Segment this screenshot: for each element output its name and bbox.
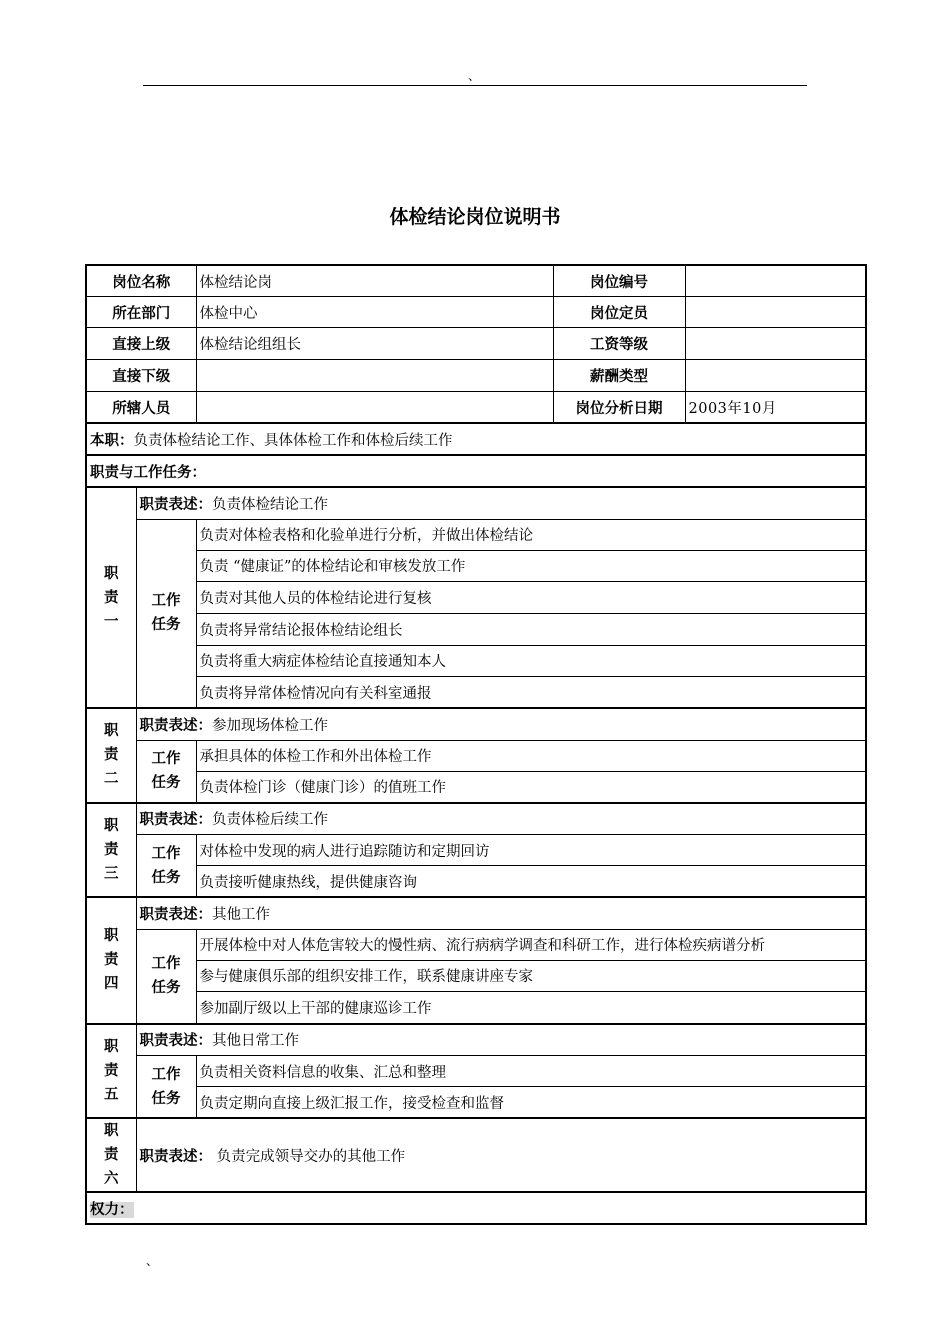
section-label-char: 一 [104,613,119,630]
work-task-label-line: 任务 [151,617,181,634]
info-row [86,265,866,297]
section-label [86,803,136,898]
wage-grade-label: 工资等级 [553,328,685,360]
task-item: 负责将异常体检情况向有关科室通报 [196,677,866,709]
section-desc-row [86,897,866,929]
work-task-label-line: 任务 [151,869,181,886]
section-desc-row [86,1024,866,1056]
section-label-char: 职 [104,565,119,582]
section-label-char: 责 [104,1062,119,1079]
section-label [86,708,136,803]
pay-type-value [685,360,866,392]
work-task-label-line: 工作 [151,845,181,862]
task-row [86,835,866,866]
tasks-heading-row [86,455,866,487]
section-label [86,487,136,708]
desc-text: 其他日常工作 [212,1033,299,1050]
power-row [86,1192,866,1224]
footer-mark: 、 [146,1254,159,1268]
section-label [86,1118,136,1192]
header-mark: 、 [468,69,481,83]
info-row [86,297,866,328]
task-item: 负责定期向直接上级汇报工作，接受检查和监督 [196,1087,866,1119]
info-row [86,360,866,392]
headcount-label: 岗位定员 [553,297,685,328]
desc-text: 负责体检结论工作 [212,496,328,513]
section-label-char: 责 [104,589,119,606]
section-desc-row [86,487,866,519]
info-row [86,392,866,424]
work-task-label-line: 任务 [151,1090,181,1107]
task-item: 对体检中发现的病人进行追踪随访和定期回访 [196,835,866,866]
work-task-label-line: 工作 [151,751,181,767]
desc-text: 负责体检后续工作 [212,812,328,829]
desc-label: 职责表述： [139,496,212,513]
section-label-char: 五 [104,1086,119,1103]
duty-cell [86,423,866,455]
work-task-label [136,740,196,803]
work-task-label-line: 工作 [151,593,181,610]
task-item: 负责体检门诊（健康门诊）的值班工作 [196,771,866,803]
analysis-date-label: 岗位分析日期 [553,392,685,424]
position-name-value: 体检结论岗 [196,265,553,297]
task-row [86,582,866,614]
desc-label: 职责表述： [139,812,212,829]
analysis-date-value: 2003年10月 [685,392,866,424]
header-rule [143,85,807,86]
task-row [86,519,866,550]
task-row [86,550,866,582]
section-label-char: 四 [104,976,119,993]
desc-label: 职责表述： [139,717,212,734]
task-row [86,771,866,803]
work-task-label-line: 工作 [151,956,181,972]
desc-text: 参加现场体检工作 [212,717,328,734]
subordinate-label: 直接下级 [86,360,196,392]
job-description-table [85,264,867,1225]
section-desc-cell [136,803,866,835]
section-desc-cell [136,1024,866,1056]
task-row [86,992,866,1024]
superior-value: 体检结论组组长 [196,328,553,360]
task-row [86,614,866,646]
tasks-heading: 职责与工作任务： [86,455,866,487]
task-row [86,1056,866,1087]
work-task-label-line: 工作 [151,1066,181,1083]
task-item: 负责将异常结论报体检结论组长 [196,614,866,646]
department-value: 体检中心 [196,297,553,328]
section-label-char: 六 [104,1171,119,1187]
task-item: 负责对其他人员的体检结论进行复核 [196,582,866,614]
task-item: 参加副厅级以上干部的健康巡诊工作 [196,992,866,1024]
task-row [86,740,866,771]
section-label-char: 职 [104,817,119,834]
task-row [86,1087,866,1119]
work-task-label-line: 任务 [151,980,181,996]
task-row [86,645,866,677]
staff-label: 所辖人员 [86,392,196,424]
headcount-value [685,297,866,328]
section-label-char: 职 [104,1038,119,1055]
section-label [86,897,136,1024]
desc-text: 其他工作 [212,906,270,923]
section-six-row [86,1118,866,1192]
section-label-char: 责 [104,1147,119,1163]
document-title: 体检结论岗位说明书 [389,206,561,228]
duty-label: 本职： [90,432,134,449]
work-task-label [136,519,196,708]
task-item: 负责相关资料信息的收集、汇总和整理 [196,1056,866,1087]
power-cell [86,1192,866,1224]
task-item: 负责对体检表格和化验单进行分析，并做出体检结论 [196,519,866,550]
task-item: 负责 “健康证”的体检结论和审核发放工作 [196,550,866,582]
department-label: 所在部门 [86,297,196,328]
section-label [86,1024,136,1119]
section-label-char: 二 [104,771,119,788]
work-task-label-line: 任务 [151,775,181,791]
work-task-label [136,1056,196,1119]
task-row [86,866,866,898]
section-label-char: 职 [104,1123,119,1139]
task-row [86,677,866,709]
section-label-char: 责 [104,952,119,969]
position-no-label: 岗位编号 [553,265,685,297]
subordinate-value [196,360,553,392]
duty-row [86,423,866,455]
duty-text: 负责体检结论工作、具体体检工作和体检后续工作 [133,432,453,449]
work-task-label [136,835,196,898]
task-item: 开展体检中对人体危害较大的慢性病、流行病病学调查和科研工作，进行体检疾病谱分析 [196,929,866,960]
desc-text: 负责完成领导交办的其他工作 [212,1148,406,1165]
section-label-char: 职 [104,723,119,740]
section-label-char: 责 [104,747,119,764]
section-desc-cell [136,487,866,519]
staff-value [196,392,553,424]
task-row [86,929,866,960]
task-item: 负责将重大病症体检结论直接通知本人 [196,645,866,677]
position-no-value [685,265,866,297]
section-label-char: 三 [104,865,119,882]
section-desc-row [86,803,866,835]
power-label: 权力： [90,1201,134,1218]
section-desc-cell [136,708,866,740]
task-item: 负责接听健康热线，提供健康咨询 [196,866,866,898]
task-item: 承担具体的体检工作和外出体检工作 [196,740,866,771]
wage-grade-value [685,328,866,360]
section-desc-cell [136,1118,866,1192]
section-desc-row [86,708,866,740]
work-task-label [136,929,196,1024]
desc-label: 职责表述： [139,906,212,923]
position-name-label: 岗位名称 [86,265,196,297]
section-label-char: 责 [104,841,119,858]
section-desc-cell [136,897,866,929]
desc-label: 职责表述： [139,1033,212,1050]
task-row [86,960,866,992]
superior-label: 直接上级 [86,328,196,360]
task-item: 参与健康俱乐部的组织安排工作，联系健康讲座专家 [196,960,866,992]
info-row [86,328,866,360]
section-label-char: 职 [104,928,119,945]
pay-type-label: 薪酬类型 [553,360,685,392]
desc-label: 职责表述： [139,1148,212,1165]
